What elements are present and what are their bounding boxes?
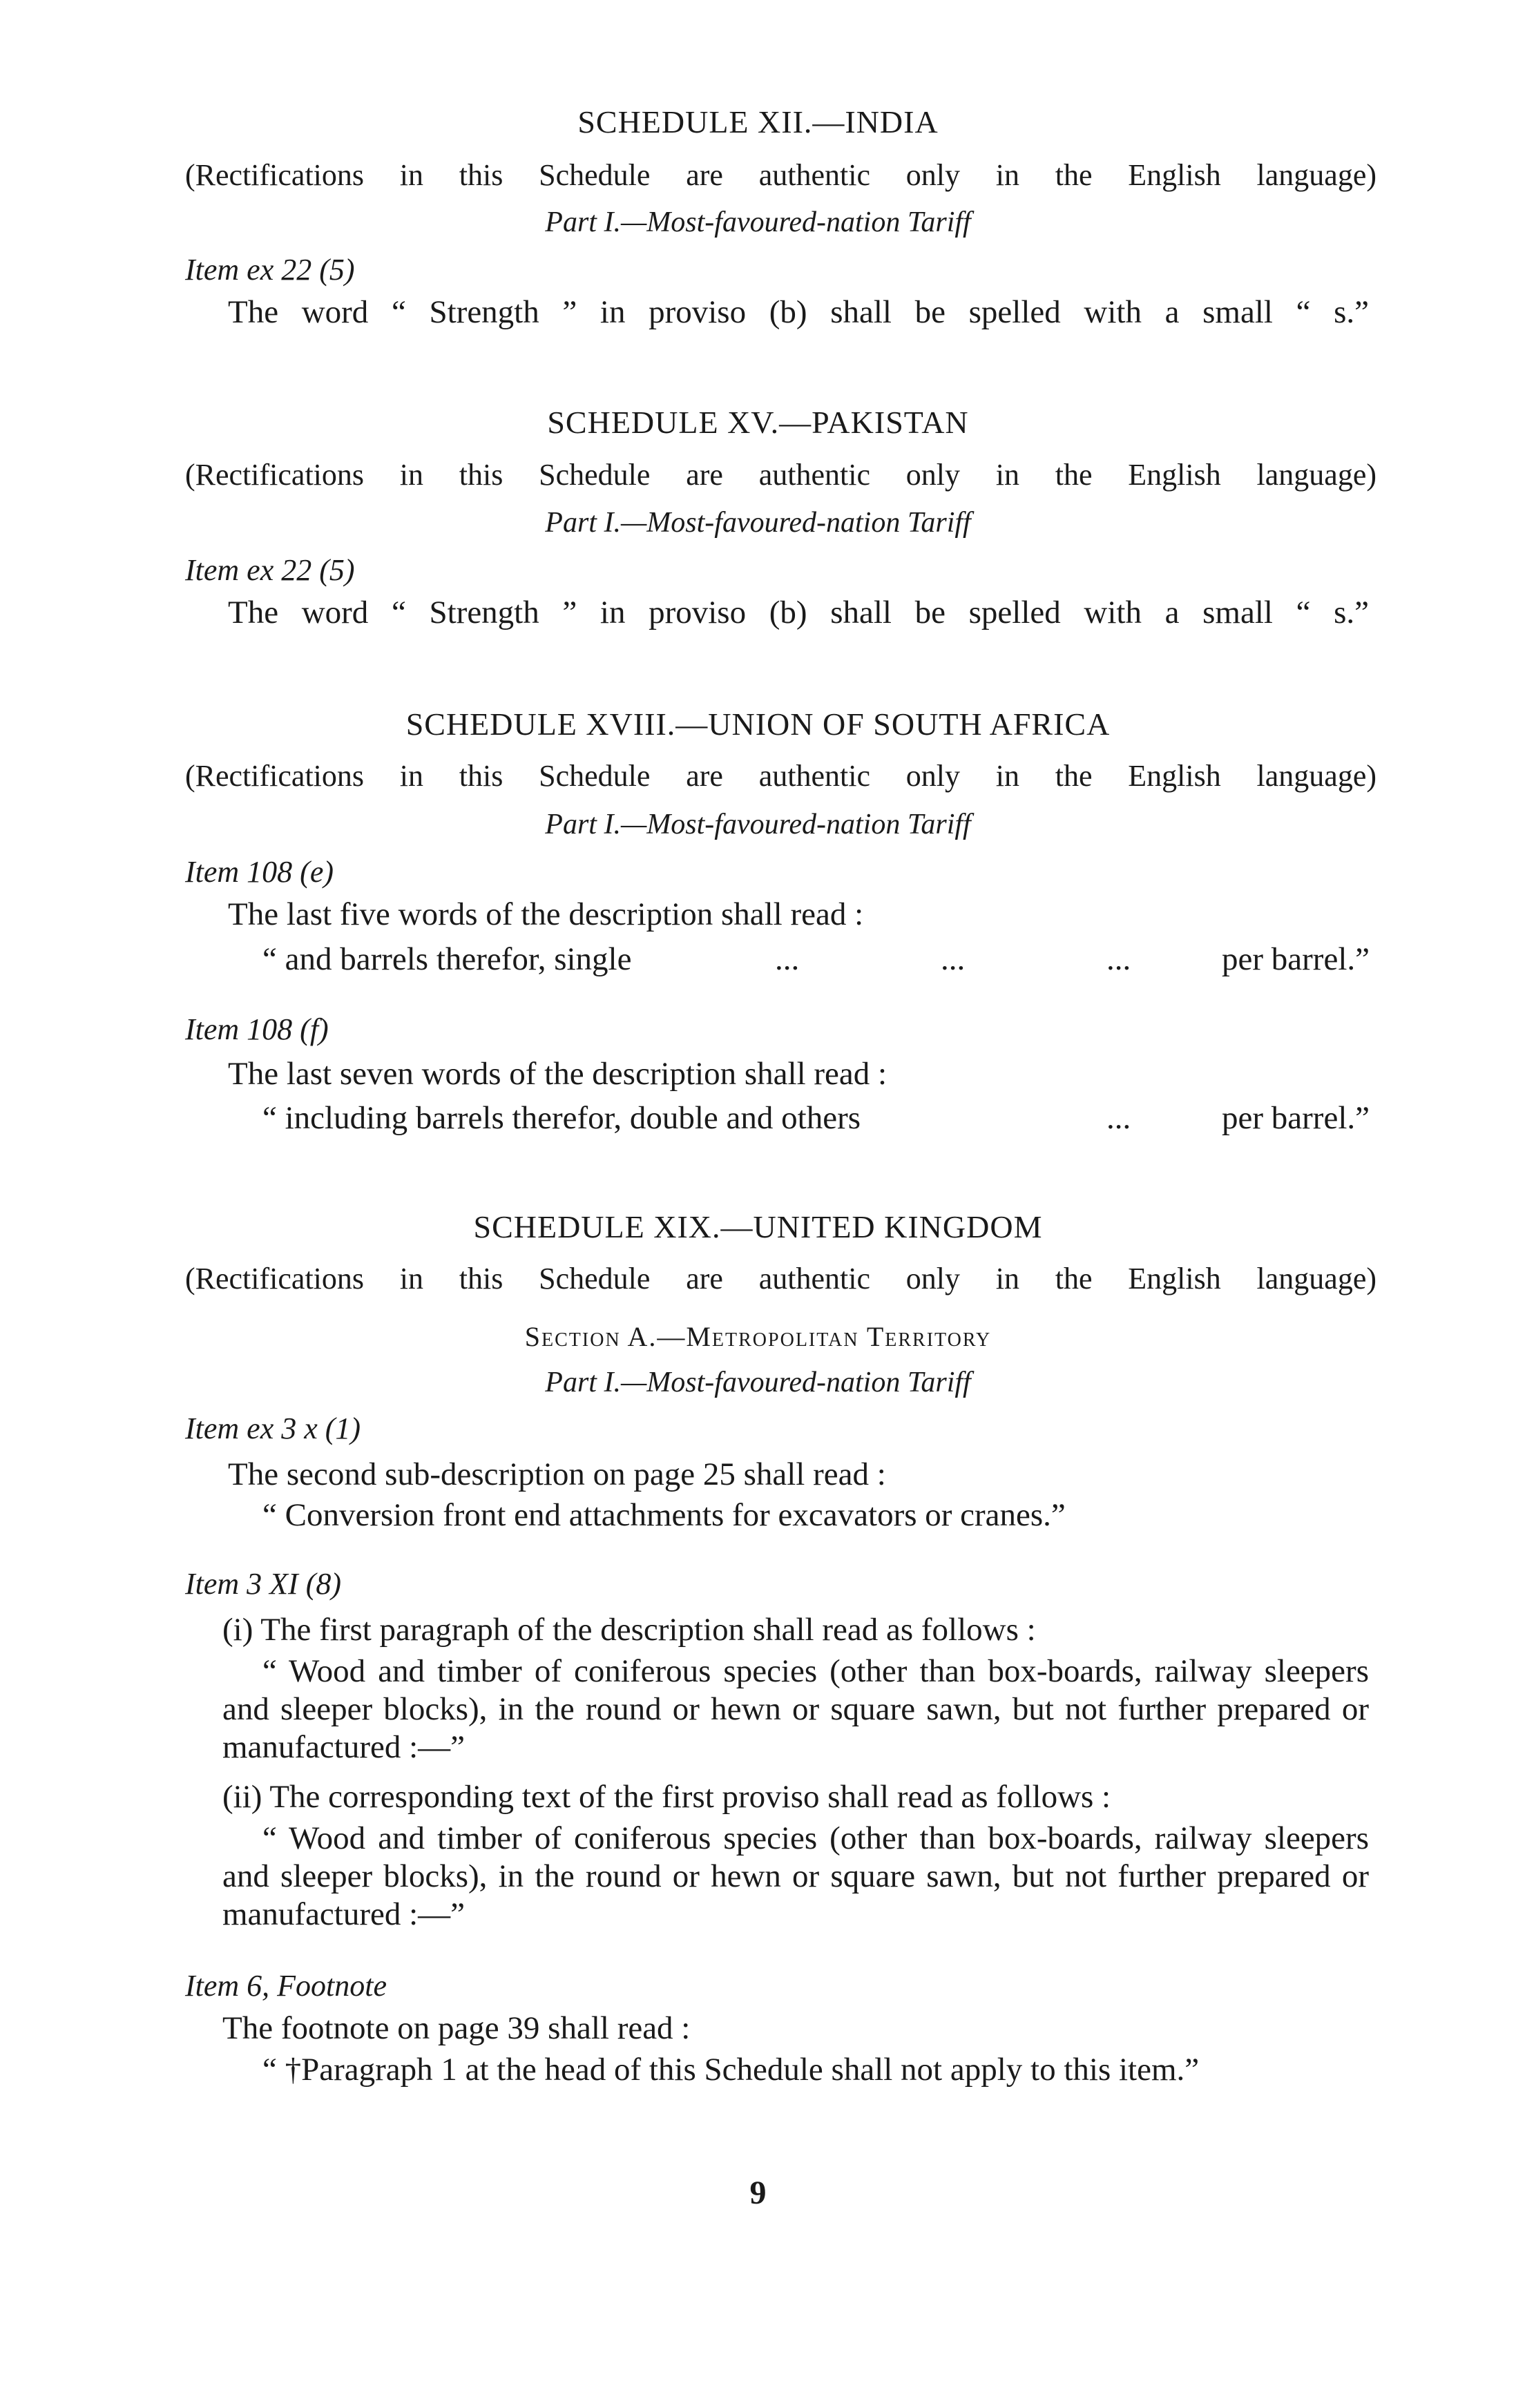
schedule-south-africa-item-e-dots-3: ... [1106,941,1131,977]
schedule-india-text: The word “ Strength ” in proviso (b) shall be spelled with a small “ s.” [228,294,1369,330]
schedule-uk-item-6-text: The footnote on page 39 shall read : [222,2010,691,2046]
schedule-south-africa-item-f-quote-right: per barrel.” [1222,1100,1370,1136]
page-number: 9 [749,2175,767,2211]
schedule-south-africa-item-e-quote-right: per barrel.” [1222,941,1370,977]
schedule-uk-heading: SCHEDULE XIX.—UNITED KINGDOM [473,1209,1043,1244]
schedule-uk-item-3xi: Item 3 XI (8) [185,1567,342,1601]
schedule-india-heading: SCHEDULE XII.—INDIA [577,104,939,139]
schedule-india-item: Item ex 22 (5) [185,253,355,287]
schedule-uk-item-3xi-i-quote: “ Wood and timber of coniferous species (other than box-boards, railway sleepers and sleeper blocks), in the round or hewn or square sawn, but not further prepared or manufactured :—” [222,1653,1369,1765]
schedule-pakistan-heading: SCHEDULE XV.—PAKISTAN [547,405,969,440]
schedule-pakistan-item: Item ex 22 (5) [185,553,355,587]
schedule-pakistan-rectification-note: (Rectifications in this Schedule are authentic only in the English language) [185,458,1376,492]
schedule-south-africa-heading: SCHEDULE XVIII.—UNION OF SOUTH AFRICA [405,706,1111,742]
schedule-south-africa-item-f: Item 108 (f) [185,1012,329,1046]
schedule-uk-item-3x-text: The second sub-description on page 25 shall read : [228,1456,886,1492]
schedule-south-africa-part: Part I.—Most-favoured-nation Tariff [545,809,971,840]
schedule-south-africa-rectification-note: (Rectifications in this Schedule are authentic only in the English language) [185,759,1376,793]
schedule-uk-item-3xi-i: (i) The first paragraph of the description shall read as follows : [222,1612,1036,1648]
schedule-india-part: Part I.—Most-favoured-nation Tariff [545,206,971,238]
schedule-uk-item-3x: Item ex 3 x (1) [185,1412,361,1445]
schedule-uk-section: Section A.—Metropolitan Territory [524,1321,992,1352]
schedule-uk-item-3x-quote: “ Conversion front end attachments for excavators or cranes.” [262,1497,1066,1533]
schedule-india-rectification-note: (Rectifications in this Schedule are authentic only in the English language) [185,158,1376,192]
schedule-uk-item-3xi-ii: (ii) The corresponding text of the first proviso shall read as follows : [222,1779,1111,1815]
schedule-south-africa-item-e-text: The last five words of the description shall read : [228,896,864,932]
schedule-uk-item-6: Item 6, Footnote [185,1969,387,2003]
schedule-uk-item-6-quote: “ †Paragraph 1 at the head of this Schedule shall not apply to this item.” [262,2052,1200,2088]
schedule-uk-rectification-note: (Rectifications in this Schedule are authentic only in the English language) [185,1262,1376,1295]
schedule-uk-part: Part I.—Most-favoured-nation Tariff [545,1367,971,1398]
schedule-south-africa-item-f-text: The last seven words of the description shall read : [228,1056,887,1092]
schedule-south-africa-item-e-quote-left: “ and barrels therefor, single [262,941,632,977]
schedule-south-africa-item-f-dots: ... [1106,1100,1131,1136]
schedule-south-africa-item-e: Item 108 (e) [185,855,334,889]
schedule-south-africa-item-f-quote-left: “ including barrels therefor, double and others [262,1100,861,1136]
schedule-south-africa-item-e-dots-2: ... [941,941,966,977]
schedule-uk-item-3xi-ii-quote: “ Wood and timber of coniferous species (other than box-boards, railway sleepers and sleeper blocks), in the round or hewn or square sawn, but not further prepared or manufactured :—” [222,1820,1369,1932]
schedule-pakistan-text: The word “ Strength ” in proviso (b) shall be spelled with a small “ s.” [228,595,1369,630]
schedule-pakistan-part: Part I.—Most-favoured-nation Tariff [545,507,971,539]
schedule-south-africa-item-e-dots-1: ... [775,941,800,977]
